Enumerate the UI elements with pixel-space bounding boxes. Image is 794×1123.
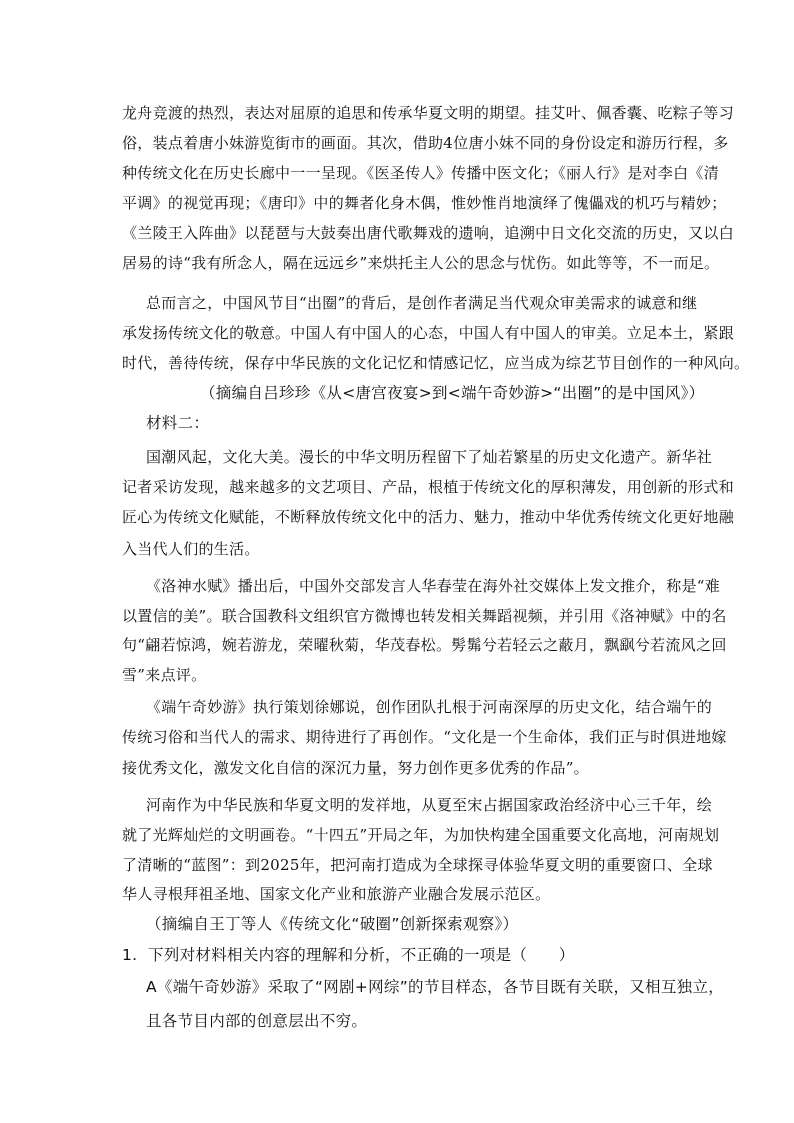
source-citation-1: （摘编自吕珍珍《从<唐宫夜宴>到<端午奇妙游>“出圈”的是中国风》） xyxy=(200,384,705,402)
p4-line-1: 《洛神水赋》播出后，中国外交部发言人华春莹在海外社交媒体上发文推介，称是“难 xyxy=(146,577,721,595)
p1-line-5: 《兰陵王入阵曲》以琵琶与大鼓奏出唐代歌舞戏的遗响，追溯中日文化交流的历史，又以白 xyxy=(122,224,735,242)
p1-line-3: 种传统文化在历史长廊中一一呈现。《医圣传人》传播中医文化；《丽人行》是对李白《清 xyxy=(122,164,720,182)
p2-line-2: 承发扬传统文化的敬意。中国人有中国人的心态，中国人有中国人的审美。立足本土，紧跟 xyxy=(122,324,735,342)
option-a-line-2: 且各节目内部的创意层出不穷。 xyxy=(146,1012,368,1030)
p1-line-6: 居易的诗“我有所念人，隔在远远乡”来烘托主人公的思念与忧伤。如此等等，不一而足。 xyxy=(122,254,720,272)
p1-line-2: 俗，装点着唐小妹游览街市的画面。其次，借助4位唐小妹不同的身份设定和游历行程，多 xyxy=(122,134,729,152)
p6-line-3: 了清晰的“蓝图”：到2025年，把河南打造成为全球探寻体验华夏文明的重要窗口、全球 xyxy=(122,856,713,874)
p1-line-4: 平调》的视觉再现；《唐印》中的舞者化身木偶，惟妙惟肖地演绎了傀儡戏的机巧与精妙； xyxy=(122,194,727,212)
p4-line-2: 以置信的美”。联合国教科文组织官方微博也转发相关舞蹈视频，并引用《洛神赋》中的名 xyxy=(122,607,727,625)
question-number: 1. xyxy=(122,946,138,964)
question-stem: 下列对材料相关内容的理解和分析，不正确的一项是（ ） xyxy=(148,946,575,964)
p3-line-3: 匠心为传统文化赋能，不断释放传统文化中的活力、魅力，推动中华优秀传统文化更好地融 xyxy=(122,508,735,526)
source-citation-2: （摘编自王丁等人《传统文化“破圈”创新探索观察》） xyxy=(146,915,519,933)
p2-line-3: 时代，善待传统，保存中华民族的文化记忆和情感记忆，应当成为综艺节目创作的一种风向。 xyxy=(122,354,750,372)
option-a-line-1: A《端午奇妙游》采取了“网剧+网综”的节目样态，各节目既有关联，又相互独立， xyxy=(146,978,725,996)
p6-line-4: 华人寻根拜祖圣地、国家文化产业和旅游产业融合发展示范区。 xyxy=(122,885,551,903)
p3-line-2: 记者采访发现，越来越多的文艺项目、产品，根植于传统文化的厚积薄发，用创新的形式和 xyxy=(122,478,735,496)
p5-line-3: 接优秀文化，激发文化自信的深沉力量，努力创作更多优秀的作品”。 xyxy=(122,759,589,777)
p6-line-1: 河南作为中华民族和华夏文明的发祥地，从夏至宋占据国家政治经济中心三千年，绘 xyxy=(146,796,713,814)
material-2-label: 材料二： xyxy=(146,414,210,432)
p3-line-4: 入当代人们的生活。 xyxy=(122,540,260,558)
p3-line-1: 国潮风起，文化大美。漫长的中华文明历程留下了灿若繁星的历史文化遗产。新华社 xyxy=(146,448,713,466)
p5-line-1: 《端午奇妙游》执行策划徐娜说，创作团队扎根于河南深厚的历史文化，结合端午的 xyxy=(146,698,713,716)
p2-line-1: 总而言之，中国风节目“出圈”的背后，是创作者满足当代观众审美需求的诚意和继 xyxy=(146,294,698,312)
p6-line-2: 就了光辉灿烂的文明画卷。“十四五”开局之年，为加快构建全国重要文化高地，河南规划 xyxy=(122,826,720,844)
p1-line-1: 龙舟竞渡的热烈，表达对屈原的追思和传承华夏文明的期望。挂艾叶、佩香囊、吃粽子等习 xyxy=(122,104,735,122)
p4-line-4: 雪”来点评。 xyxy=(122,666,207,684)
p5-line-2: 传统习俗和当代人的需求、期待进行了再创作。“文化是一个生命体，我们正与时俱进地嫁 xyxy=(122,728,727,746)
p4-line-3: 句“翩若惊鸿，婉若游龙，荣曜秋菊，华茂春松。髣髴兮若轻云之蔽月，飘飖兮若流风之回 xyxy=(122,636,727,654)
